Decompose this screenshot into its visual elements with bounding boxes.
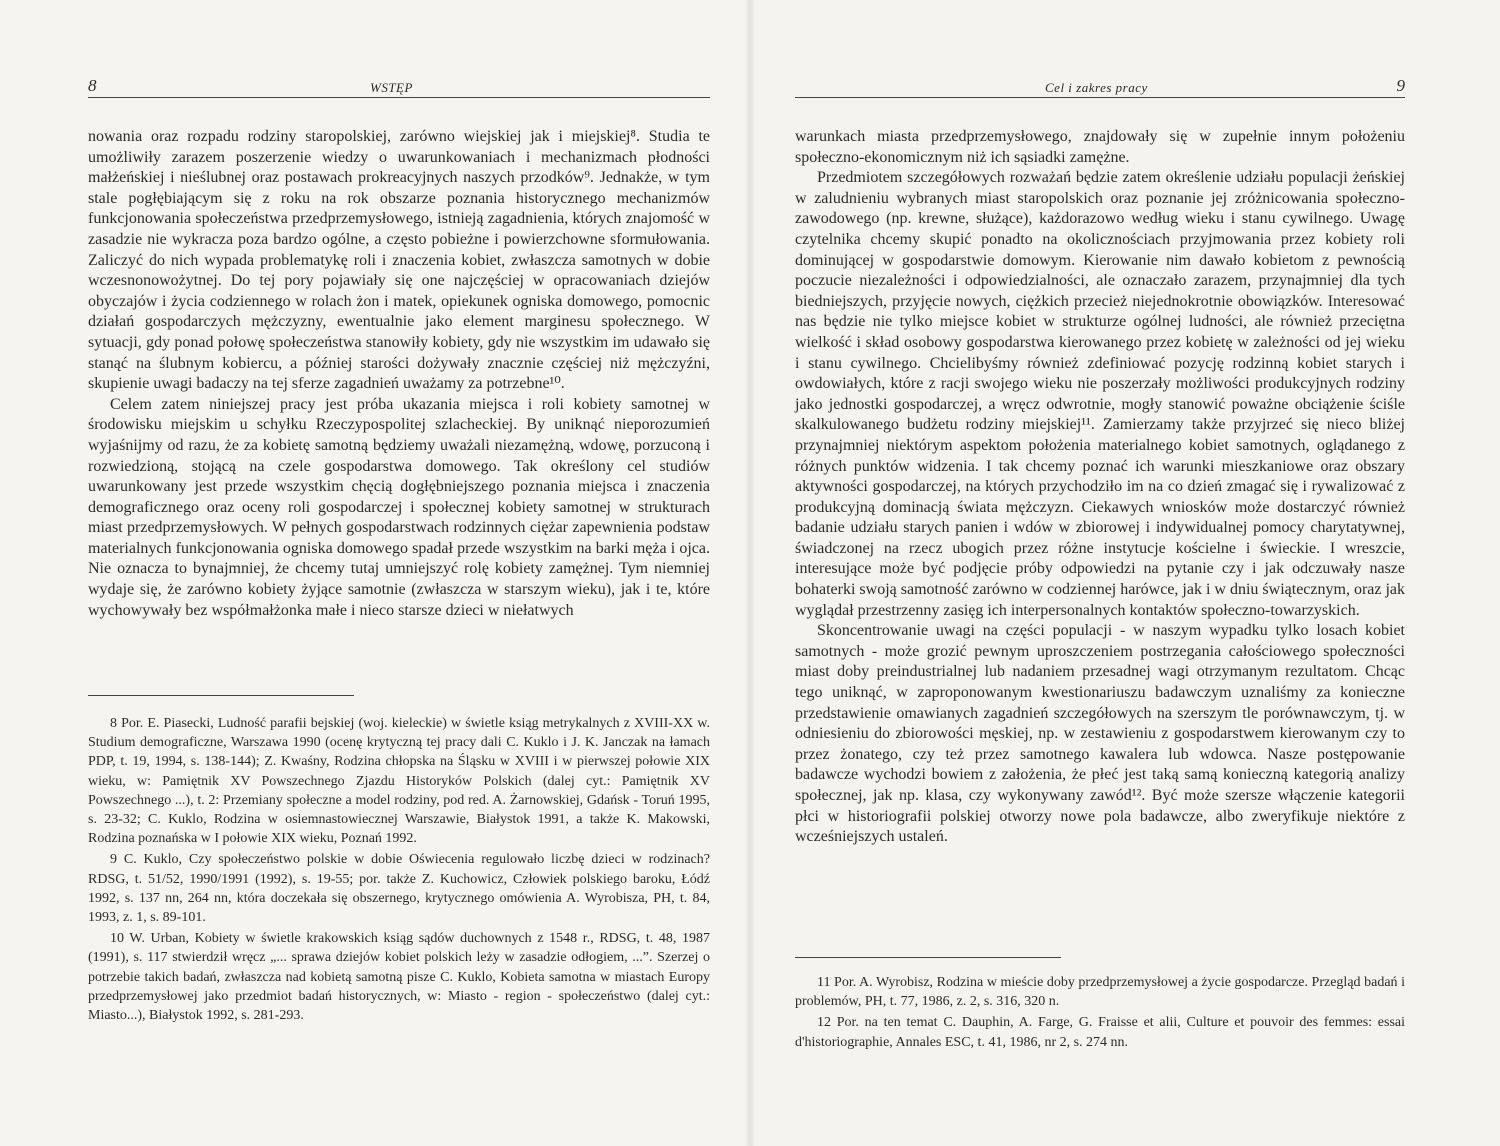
header-rule	[795, 97, 1405, 98]
footnote: 9 C. Kuklo, Czy społeczeństwo polskie w dobie Oświecenia regulowało liczbę dzieci w rodzinach? RDSG, t. 51/52, 1990/1991 (1992), s. 19-55; por. także Z. Kuchowicz, Człowiek polskiego baroku, Łódź 1992, s. 137 nn, 264 nn, która doczekała się obszernego, krytycznego omówienia A. Wyrobisza, PH, t. 84, 1993, z. 1, s. 89-101.	[88, 852, 710, 926]
paragraph: Skoncentrowanie uwagi na części populacji - w naszym wypadku tylko losach kobiet samotnych - może grozić pewnym uproszczeniem postrzegania całościowego społeczności miast doby preindustrialnej lub nadaniem przesadnej wagi otrzymanym rezultatom. Chcąc tego uniknąć, w zaproponowanym kwestionariuszu badawczym uznaliśmy za konieczne przedstawienie omawianych zagadnień szczegółowych na szerszym tle porównawczym, tj. w odniesieniu do zbiorowości męskiej, np. w zestawieniu z gospodarstwem kierowanym czy to przez żonatego, czy też przez samotnego kawalera lub wdowca. Nasze postępowanie badawcze wychodzi bowiem z założenia, że płeć jest taką samą konieczną kategorią analizy społecznej, jak np. klasa, czy wykonywany zawód¹². Być może szersze włączenie kategorii płci w historiografii polskiej otworzy nowe pola badawcze, albo zweryfikuje niektóre z wcześniejszych ustaleń.	[795, 622, 1405, 846]
right-body-text	[795, 127, 1405, 848]
footnote: 10 W. Urban, Kobiety w świetle krakowskich ksiąg sądów duchownych z 1548 r., RDSG, t. 48, 1987 (1991), s. 117 stwierdził wręcz „... sprawa dziejów kobiet polskich leży w zasadzie odłogiem, ...”. Szerzej o potrzebie takich badań, zwłaszcza nad kobietą samotną pisze C. Kuklo, Kobieta samotna w miastach Europy przedprzemysłowej jako przedmiot badań historycznych, w: Miasto - region - społeczeństwo (dalej cyt.: Miasto...), Białystok 1992, s. 281-293.	[88, 931, 710, 1024]
left-page-header	[88, 76, 710, 98]
page-number: 9	[1396, 76, 1405, 95]
running-head: WSTĘP	[370, 80, 413, 95]
footnote: 12 Por. na ten temat C. Dauphin, A. Farge, G. Fraisse et alii, Culture et pouvoir des femmes: essai d'historiographie, Annales ESC, t. 41, 1986, nr 2, s. 274 nn.	[795, 1015, 1405, 1050]
right-page-header	[795, 76, 1405, 98]
paragraph: nowania oraz rozpadu rodziny staropolskiej, zarówno wiejskiej jak i miejskiej⁸. Studia te umożliwiły zarazem poszerzenie wiedzy o uwarunkowaniach i mechanizmach płodności małżeńskiej i nieślubnej oraz postawach prokreacyjnych naszych przodków⁹. Jednakże, w tym stale pogłębiającym się z roku na rok obszarze poznania historycznego mechanizmów funkcjonowania społeczeństwa przedprzemysłowego, istnieją zagadnienia, których znajomość w zasadzie nie wykracza poza bardzo ogólne, a często pobieżne i powierzchowne sformułowania. Zaliczyć do nich wypada problematykę roli i znaczenia kobiet, zwłaszcza samotnych w dobie wczesnonowożytnej. Do tej pory pojawiały się one najczęściej w opracowaniach dziejów obyczajów i życia codziennego w rolach żon i matek, opiekunek ogniska domowego, pomocnic działań gospodarczych mężczyzny, ewentualnie jako element marginesu społecznego. W sytuacji, gdy ponad połowę społeczeństwa stanowiły kobiety, gdy nie wszystkim im udawało się stanąć na ślubnym kobiercu, a później starości dożywały znacznie częściej niż mężczyźni, skupienie uwagi badaczy na tej sferze zagadnień uważamy za potrzebne¹⁰.	[88, 128, 710, 393]
paragraph: Przedmiotem szczegółowych rozważań będzie zatem określenie udziału populacji żeńskiej w zaludnieniu wybranych miast staropolskich oraz poznanie jej zróżnicowania społeczno-zawodowego (np. krewne, służące), każdorazowo według wieku i stanu cywilnego. Uwagę czytelnika chcemy skupić ponadto na okolicznościach przyjmowania przez kobiety roli dominującej w gospodarstwie domowym. Kierowanie nim dawało kobietom z pewnością poczucie niezależności i odpowiedzialności, ale oznaczało zarazem, przynajmniej dla tych biedniejszych, przyjęcie nowych, ciężkich przecież niejednokrotnie obowiązków. Interesować nas będzie nie tylko miejsce kobiet w strukturze ogólnej ludności, ale również przeciętna wielkość i skład osobowy gospodarstwa kierowanego przez kobietę w zależności od jej wieku i stanu cywilnego. Chcielibyśmy również zdefiniować pozycję rodzinną kobiet starych i owdowiałych, które z racji swojego wieku nie poszerzały możliwości produkcyjnych rodziny jako jednostki gospodarczej, a wręcz odwrotnie, mogły stanowić poważne obciążenie ściśle skalkulowanego budżetu rodziny miejskiej¹¹. Zamierzamy także przyjrzeć się nieco bliżej przynajmniej niektórym aspektom położenia materialnego kobiet samotnych, oglądanego z różnych punktów widzenia. I tak chcemy poznać ich warunki mieszkaniowe oraz obszary aktywności gospodarczej, na których przychodziło im na co dzień zmagać się i rywalizować z produkcyjną dominacją świata mężczyzn. Ciekawych wniosków może dostarczyć również badanie udziału starych panien i wdów w zbiorowej i indywidualnej pomocy charytatywnej, świadczonej na rzecz ubogich przez różne instytucje kościelne i świeckie. I wreszcie, interesujące może być podjęcie próby odpowiedzi na pytanie czy i jak odczuwały nasze bohaterki swoją samotność zarówno w codziennej harówce, jak i w dniu świątecznym, oraz jak wyglądał przestrzenny zasięg ich interpersonalnych kontaktów społeczno-towarzyskich.	[795, 169, 1406, 619]
paragraph: Celem zatem niniejszej pracy jest próba ukazania miejsca i roli kobiety samotnej w środowisku miejskim u schyłku Rzeczypospolitej szlacheckiej. By uniknąć nieporozumień wyjaśnijmy od razu, że za kobietę samotną będziemy uważali niezamężną, wdowę, porzuconą i rozwiedzioną, stojącą na czele gospodarstwa domowego. Tak określony cel studiów uwarunkowany jest przede wszystkim chęcią dogłębniejszego poznania miejsca i znaczenia demograficznego oraz oceny roli gospodarczej i społecznej kobiety samotnej w strukturach miast przedprzemysłowych. W pełnych gospodarstwach rodzinnych ciężar zapewnienia podstaw materialnych funkcjonowania ogniska domowego spadał przede wszystkim na barki męża i ojca. Nie oznacza to bynajmniej, że chcemy tutaj umniejszyć rolę kobiety zamężnej. Tym niemniej wydaje się, że zarówno kobiety żyjące samotnie (zwłaszcza w starszym wieku), jak i te, które wychowywały bez współmałżonka małe i nieco starsze dzieci w niełatwych	[88, 395, 710, 619]
right-footnotes	[795, 973, 1405, 1054]
running-head: Cel i zakres pracy	[1045, 80, 1148, 95]
footnote: 11 Por. A. Wyrobisz, Rodzina w mieście doby przedprzemysłowej a życie gospodarcze. Przegląd badań i problemów, PH, t. 77, 1986, z. 2, s. 316, 320 n.	[795, 975, 1405, 1010]
left-footnotes	[88, 714, 710, 1027]
book-gutter	[744, 0, 756, 1146]
footnote-rule	[88, 695, 354, 696]
page-number: 8	[88, 76, 97, 95]
header-rule	[88, 97, 710, 98]
left-body-text	[88, 127, 710, 621]
footnote-rule	[795, 957, 1061, 958]
paragraph: warunkach miasta przedprzemysłowego, znajdowały się w zupełnie innym położeniu społeczno-ekonomicznym niż ich sąsiadki zamężne.	[795, 128, 1405, 166]
right-page	[750, 0, 1500, 1146]
footnote: 8 Por. E. Piasecki, Ludność parafii bejskiej (woj. kieleckie) w świetle ksiąg metrykalnych z XVIII-XX w. Studium demograficzne, Warszawa 1990 (ocenę krytyczną tej pracy dali C. Kuklo i J. K. Janczak na łamach PDP, t. 19, 1994, s. 138-144); Z. Kwaśny, Rodzina chłopska na Śląsku w XVIII i w pierwszej połowie XIX wieku, w: Pamiętnik XV Powszechnego Zjazdu Historyków Polskich (dalej cyt.: Pamiętnik XV Powszechnego ...), t. 2: Przemiany społeczne a model rodziny, pod red. A. Żarnowskiej, Gdańsk - Toruń 1995, s. 23-32; C. Kuklo, Rodzina w osiemnastowiecznej Warszawie, Białystok 1991, a także K. Makowski, Rodzina poznańska w I połowie XIX wieku, Poznań 1992.	[88, 716, 710, 847]
